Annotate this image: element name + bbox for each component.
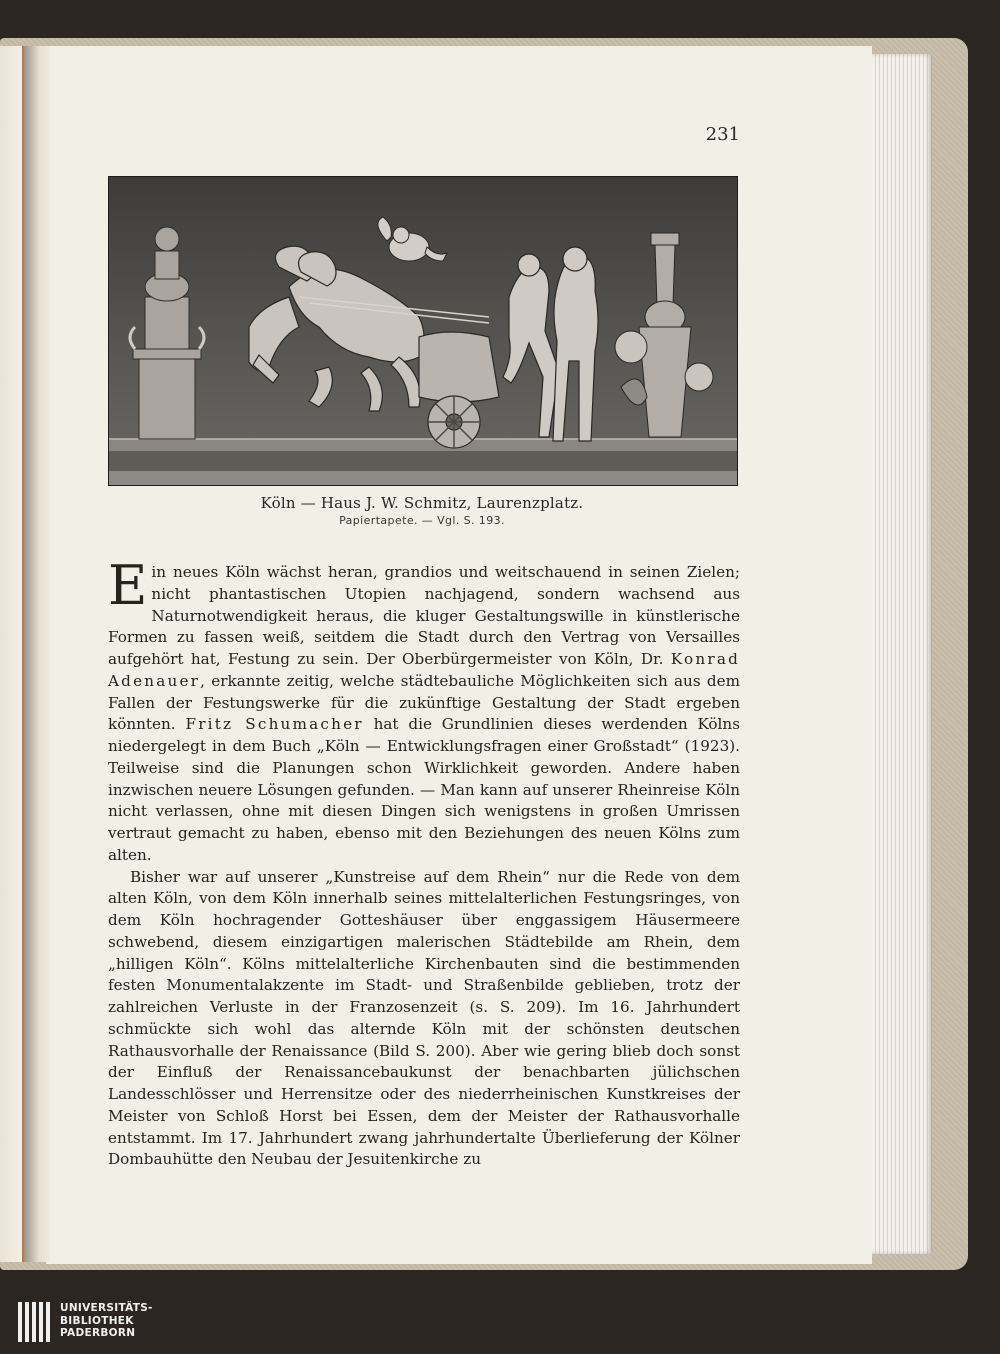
page-number: 231 — [705, 124, 740, 145]
paragraph-2: Bisher war auf unserer „Kunstreise auf dem Rhein“ nur die Rede von dem alten Köln, von dem Köln innerhalb seines mittelalterlichen Festungsringes, von dem Köln hochragender Gotteshäuser über enggassigem Häusermeere schwebend, diesem einzigartigen malerischen Städtebilde am Rhein, dem „hilligen Köln“. Kölns mittelalterliche Kirchenbauten sind die bestimmenden festen Monumentalakzente im Stadt- und Straßenbilde geblieben, trotz der zahlreichen Verluste in der Franzosenzeit (s. S. 209). Im 16. Jahrhundert schmückte sich wohl das alternde Köln mit der schönsten deutschen Rathausvorhalle der Renaissance (Bild S. 200). Aber wie gering blieb doch sonst der Einfluß der Renaissancebaukunst der benachbarten jülichschen Landesschlösser und Herrensitze oder des niederrheinischen Kunstkreises der Meister von Schloß Horst bei Essen, dem der Meister der Rathausvorhalle entstammt. Im 17. Jahrhundert zwang jahrhundertalte Überlieferung der Kölner Dombauhütte den Neubau der Jesuitenkirche zu — [108, 867, 740, 1169]
left-page-edge — [0, 46, 25, 1262]
body-text — [108, 554, 740, 1171]
chariot-relief-image — [109, 177, 737, 485]
library-logo-mark — [18, 1302, 52, 1342]
paragraph-1 — [108, 554, 740, 867]
library-logo-line2: BIBLIOTHEK — [60, 1314, 134, 1327]
page-edges — [872, 54, 932, 1254]
name-schumacher: Fritz Schumacher — [185, 715, 364, 734]
figure-subcaption: Papiertapete. — Vgl. S. 193. — [339, 514, 505, 527]
figure-caption: Köln — Haus J. W. Schmitz, Laurenzplatz. — [260, 494, 584, 512]
library-logo-line3: PADERBORN — [60, 1327, 136, 1339]
library-logo — [18, 1302, 218, 1342]
relief-illustration — [108, 176, 738, 486]
drop-cap: E — [108, 554, 148, 617]
library-logo-text — [60, 1302, 153, 1340]
library-logo-line1: UNIVERSITÄTS- — [60, 1302, 153, 1314]
page-gutter — [24, 46, 50, 1262]
paragraph-1-text-a: in neues Köln wächst heran, grandios und weitschauend in seinen Zielen; nicht phantastischen Utopien nachjagend, sondern wachsend aus Naturnotwendigkeit heraus, die kluger Gestaltungswille in künstlerische Formen zu fassen weiß, seitdem die Stadt durch den Vertrag von Versailles aufgehört hat, Festung zu sein. Der Oberbürgermeister von Köln, Dr. — [108, 563, 740, 668]
paragraph-1-text-c: hat die Grundlinien dieses werdenden Kölns niedergelegt in dem Buch „Köln — Entwicklungsfragen einer Großstadt“ (1923). Teilweise sind die Planungen schon Wirklichkeit geworden. Andere haben inzwischen neuere Lösungen gefunden. — Man kann auf unserer Rheinreise Köln nicht verlassen, ohne mit diesen Dingen sich wenigstens in großen Umrissen vertraut gemacht zu haben, ebenso mit den Beziehungen des neuen Kölns zum alten. — [108, 715, 740, 864]
paragraph-1-text-b: , erkannte zeitig, welche städtebauliche Möglichkeiten sich aus dem Fallen der Festungswerke für die zukünftige Gestaltung der Stadt ergeben könnten. — [108, 671, 740, 734]
name-adenauer: Konrad Adenauer — [108, 650, 740, 690]
